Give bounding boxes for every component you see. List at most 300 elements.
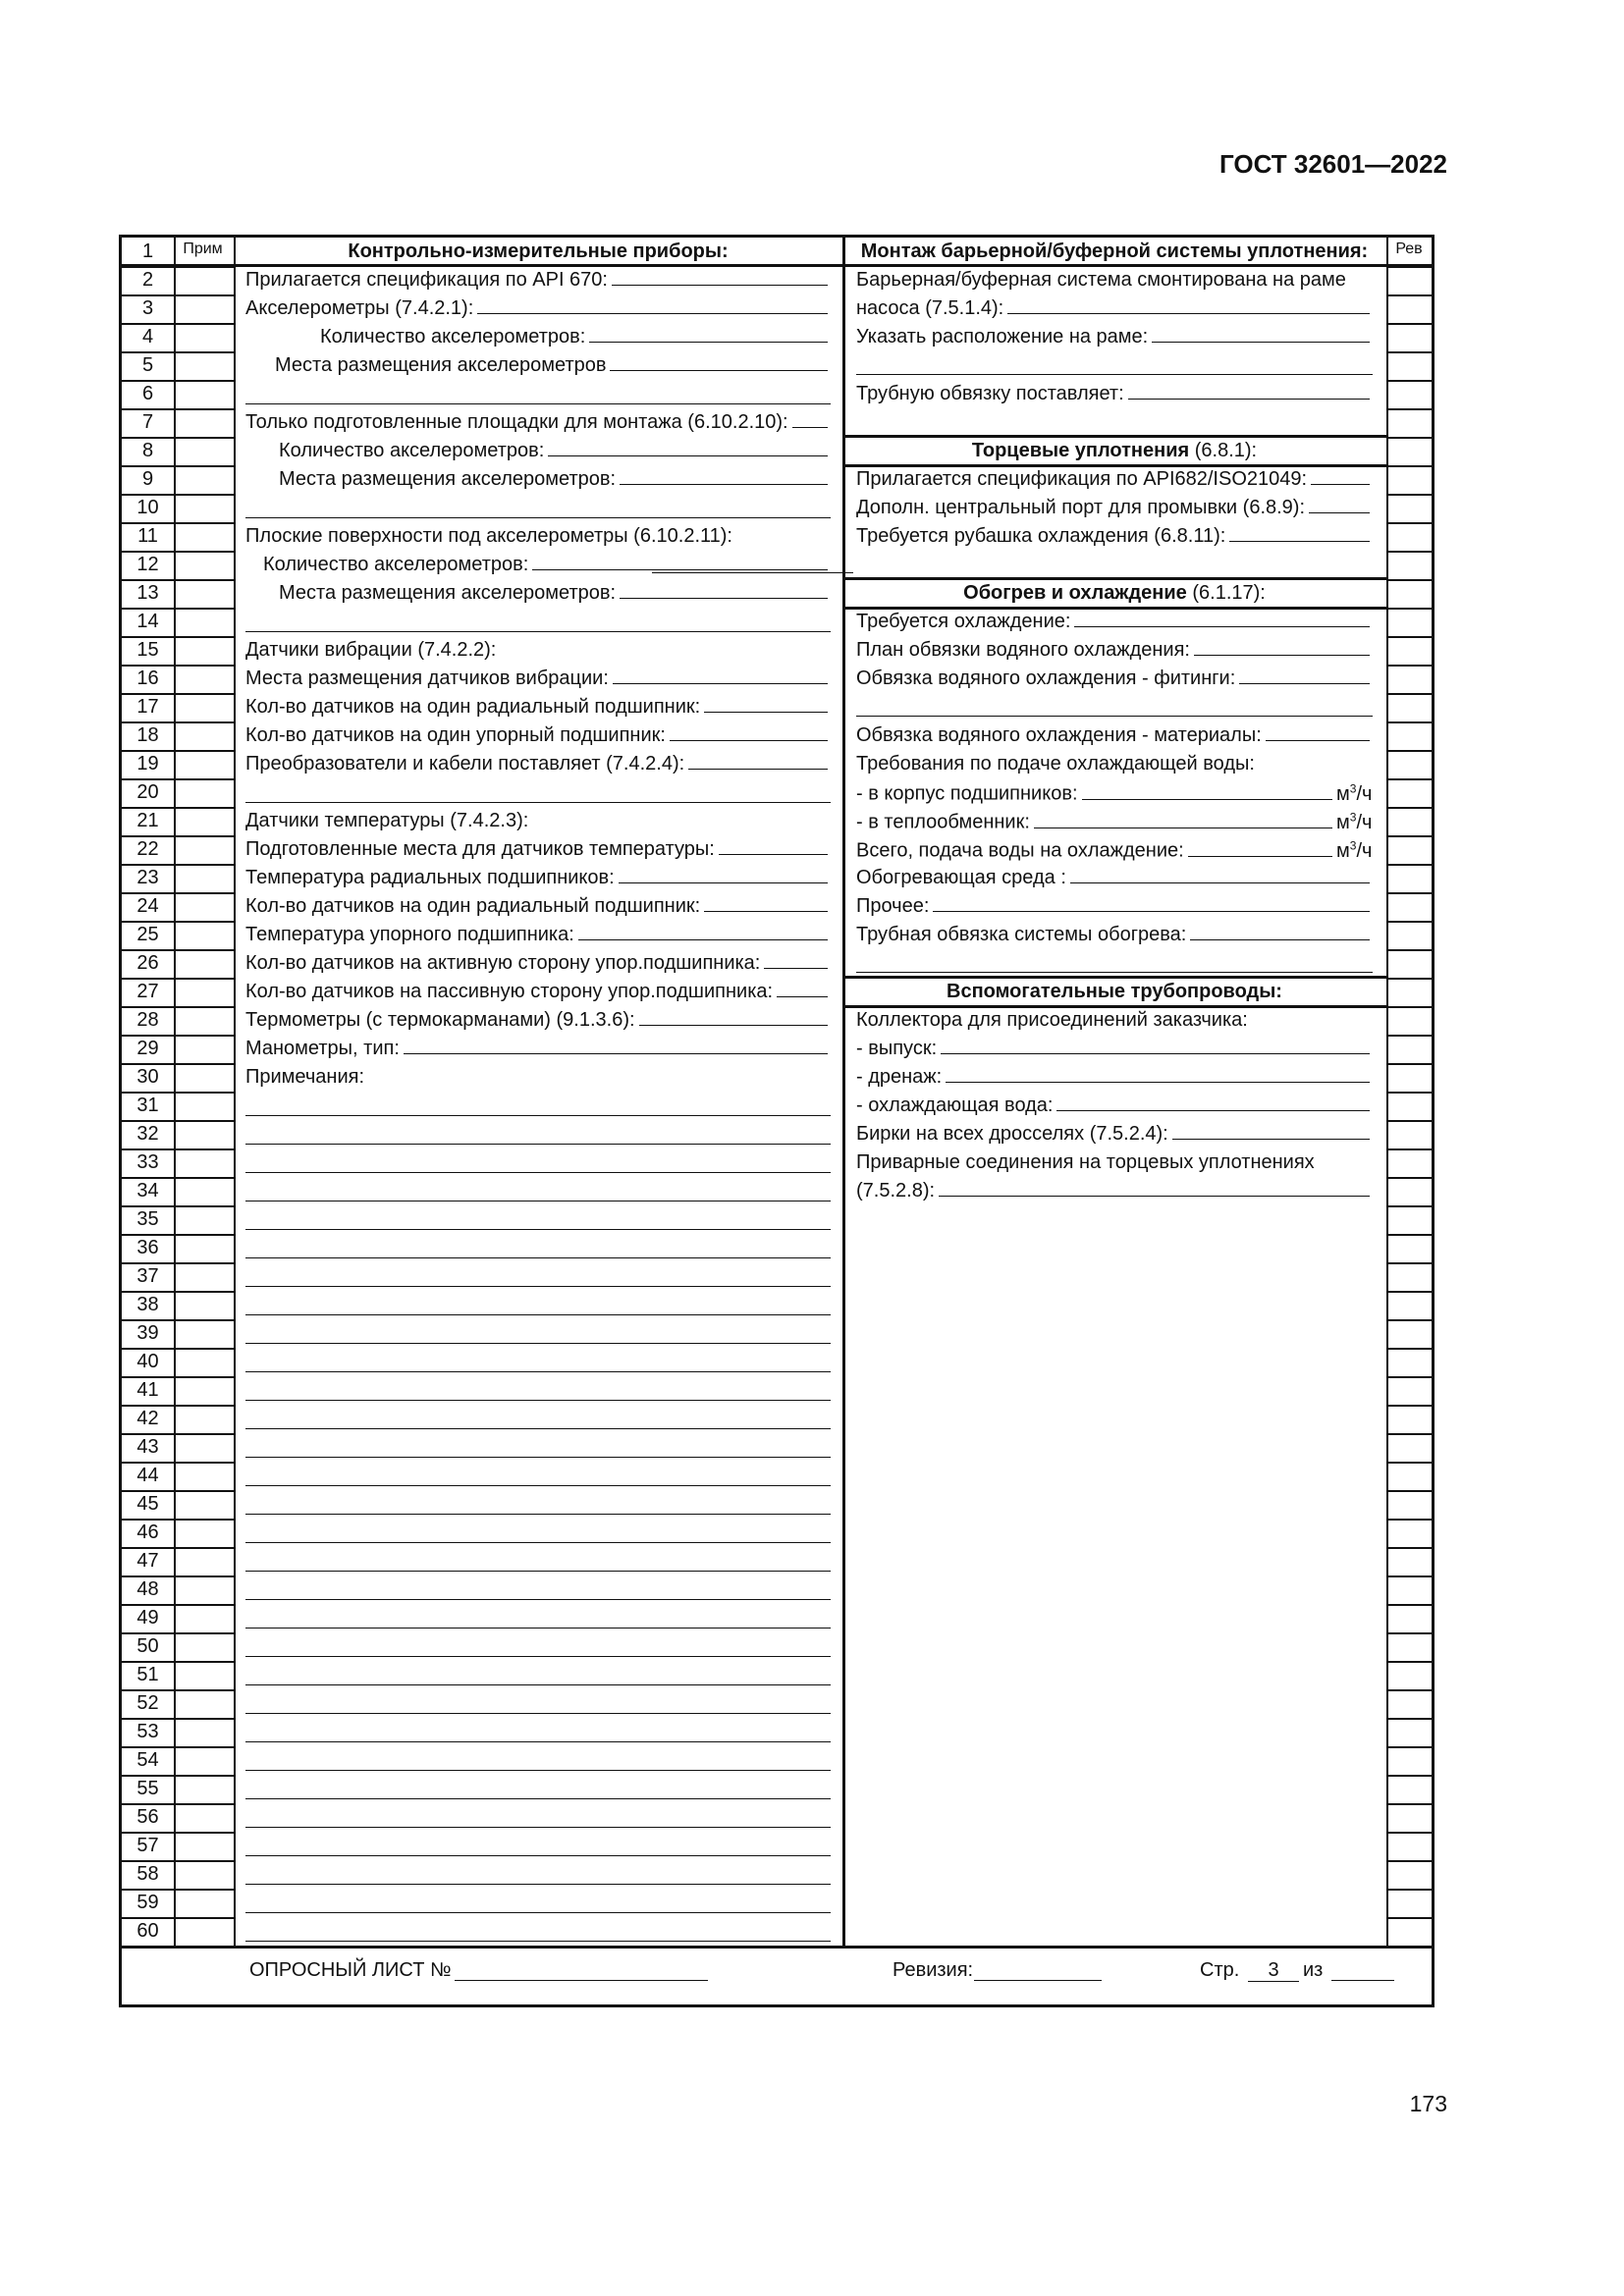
right-field-28 [856, 1009, 1248, 1032]
grid-line [842, 577, 1386, 580]
row-number: 26 [136, 952, 159, 974]
grid-line [122, 1006, 234, 1008]
right-field-25 [856, 924, 1370, 946]
field-label: Преобразователи и кабели поставляет (7.4.2.4): [245, 753, 685, 774]
field-label: Кол-во датчиков на один радиальный подшипник: [245, 696, 701, 718]
grid-line [1386, 1092, 1432, 1094]
right-field-23 [856, 867, 1370, 889]
grid-line [1386, 1803, 1432, 1805]
right-field-16 [856, 667, 1370, 690]
row-number: 15 [136, 639, 159, 661]
grid-line [1386, 693, 1432, 695]
right-field-31 [856, 1095, 1370, 1117]
grid-line [1386, 1063, 1432, 1065]
grid-line [1386, 1519, 1432, 1521]
blank-line[interactable] [245, 1229, 831, 1230]
row-number: 48 [136, 1578, 159, 1600]
right-field-4 [856, 326, 1370, 348]
blank-line[interactable] [245, 1656, 831, 1657]
grid-line [122, 1092, 234, 1094]
fill-blank[interactable] [1190, 926, 1370, 940]
right-field-22 [856, 838, 1372, 863]
field-label: Количество акселерометров: [279, 440, 545, 461]
page-label [1200, 1959, 1239, 1982]
grid-line [122, 1319, 234, 1321]
grid-line [122, 949, 234, 951]
grid-line [122, 1632, 234, 1634]
grid-line [122, 1405, 234, 1407]
revision-label-text: Ревизия: [893, 1959, 974, 1981]
field-label: Трубную обвязку поставляет: [856, 383, 1124, 404]
unit-label [1336, 812, 1372, 833]
field-label: Кол-во датчиков на активную сторону упор.подшипника: [245, 952, 761, 974]
row-number: 10 [136, 497, 159, 518]
left-field-16 [245, 667, 828, 690]
fill-blank[interactable] [946, 1068, 1370, 1083]
grid-line [122, 351, 234, 353]
field-label: Манометры, тип: [245, 1038, 400, 1059]
field-label: Места размещения акселерометров: [279, 582, 617, 604]
blank-line[interactable] [245, 1514, 831, 1515]
unit-label [1336, 783, 1372, 805]
blank-line[interactable] [245, 1172, 831, 1173]
section-ref: (6.8.1): [1194, 440, 1258, 461]
fill-blank[interactable] [1266, 726, 1370, 741]
blank-line[interactable] [245, 631, 831, 632]
right-field-11 [856, 525, 1370, 548]
grid-line [1386, 807, 1432, 809]
field-label: Требования по подаче охлаждающей воды: [856, 753, 1255, 774]
blank-line[interactable] [245, 403, 831, 404]
fill-blank[interactable] [1311, 470, 1370, 485]
grid-line [122, 551, 234, 553]
grid-line [122, 1234, 234, 1236]
blank-line[interactable] [245, 1741, 831, 1742]
field-label: Обогревающая среда : [856, 867, 1066, 888]
blank-line[interactable] [245, 1371, 831, 1372]
row-number: 23 [136, 867, 159, 888]
row-number: 2 [141, 269, 154, 291]
blank-line[interactable] [245, 1684, 831, 1685]
grid-line [122, 1148, 234, 1150]
fill-blank[interactable] [792, 413, 828, 428]
blank-line[interactable] [245, 1713, 831, 1714]
right-field-33 [856, 1151, 1315, 1174]
field-label: - дренаж: [856, 1066, 943, 1088]
page-value: 3 [1268, 1959, 1279, 1981]
field-label: Примечания: [245, 1066, 365, 1088]
grid-line [1386, 1319, 1432, 1321]
grid-line [1386, 1575, 1432, 1577]
fill-blank[interactable] [1309, 499, 1370, 513]
field-label: Требуется рубашка охлаждения (6.8.11): [856, 525, 1226, 547]
grid-line [1386, 1205, 1432, 1207]
field-label: Обвязка водяного охлаждения - фитинги: [856, 667, 1236, 689]
grid-line [122, 807, 234, 809]
grid-line [122, 1832, 234, 1834]
field-label: Прилагается спецификация по API682/ISO21049: [856, 468, 1308, 490]
right-field-20 [856, 781, 1372, 806]
revision-label [893, 1959, 973, 1982]
fill-blank[interactable] [1239, 669, 1370, 684]
grid-line [1386, 1917, 1432, 1919]
fill-blank[interactable] [548, 442, 828, 456]
blank-line[interactable] [245, 1542, 831, 1543]
grid-line [842, 1005, 1386, 1008]
of-label [1303, 1959, 1323, 1982]
fill-blank[interactable] [1056, 1096, 1370, 1111]
grid-line [1386, 949, 1432, 951]
grid-line [122, 1376, 234, 1378]
left-section-title [234, 240, 842, 263]
blank-line[interactable] [245, 1257, 831, 1258]
field-label: - выпуск: [856, 1038, 938, 1059]
grid-line [1386, 579, 1432, 581]
row-number: 33 [136, 1151, 159, 1173]
fill-blank[interactable] [639, 1011, 828, 1026]
questionnaire-table [119, 235, 1435, 2007]
page-value-field[interactable] [1248, 1959, 1299, 1982]
grid-line [122, 465, 234, 467]
left-field-17 [245, 696, 828, 719]
unit-exponent: 3 [1349, 838, 1357, 852]
grid-line [1386, 1746, 1432, 1748]
fill-blank[interactable] [670, 726, 828, 741]
blank-line[interactable] [245, 1628, 831, 1629]
right-field-19 [856, 753, 1255, 775]
right-field-30 [856, 1066, 1370, 1089]
field-label: Акселерометры (7.4.2.1): [245, 297, 474, 319]
blank-line[interactable] [245, 802, 831, 803]
row-number: 49 [136, 1607, 159, 1629]
blank-line[interactable] [974, 1980, 1102, 1981]
fill-blank[interactable] [619, 869, 828, 883]
grid-line [1386, 921, 1432, 923]
grid-line [122, 1946, 1432, 1949]
blank-line[interactable] [245, 517, 831, 518]
grid-line [122, 693, 234, 695]
unit-tail: /ч [1356, 839, 1373, 862]
row-number: 4 [141, 326, 154, 347]
grid-line [1386, 1775, 1432, 1777]
grid-line [122, 835, 234, 837]
grid-line [1386, 1462, 1432, 1464]
blank-line[interactable] [455, 1980, 708, 1981]
grid-line [1386, 1860, 1432, 1862]
field-label: Места размещения акселерометров: [279, 468, 617, 490]
field-label: Прилагается спецификация по API 670: [245, 269, 608, 291]
grid-line [122, 721, 234, 723]
field-label: Только подготовленные площадки для монтажа (6.10.2.10): [245, 411, 788, 433]
grid-line [1386, 1604, 1432, 1606]
grid-line [122, 1661, 234, 1663]
blank-line[interactable] [245, 1912, 831, 1913]
field-label: Бирки на всех дросселях (7.5.2.4): [856, 1123, 1168, 1145]
fill-blank[interactable] [612, 271, 828, 286]
grid-line [1386, 1348, 1432, 1350]
field-label: Количество акселерометров: [320, 326, 586, 347]
grid-line [122, 1718, 234, 1720]
fill-blank[interactable] [1152, 328, 1370, 343]
grid-line [1386, 1262, 1432, 1264]
left-field-8 [279, 440, 828, 462]
right-section-title [842, 240, 1386, 263]
fill-blank[interactable] [1082, 785, 1332, 800]
row-number: 3 [141, 297, 154, 319]
row-number: 38 [136, 1294, 159, 1315]
heating-section-header [842, 582, 1386, 605]
fill-blank[interactable] [941, 1040, 1370, 1054]
field-label: Датчики вибрации (7.4.2.2): [245, 639, 497, 661]
left-field-28 [245, 1009, 828, 1032]
grid-line [842, 976, 1386, 979]
row-number: 41 [136, 1379, 159, 1401]
grid-line [1386, 1376, 1432, 1378]
fill-blank[interactable] [620, 584, 828, 599]
grid-line [1386, 721, 1432, 723]
right-field-10 [856, 497, 1370, 519]
left-field-5 [275, 354, 828, 377]
field-label: Указать расположение на раме: [856, 326, 1149, 347]
left-field-7 [245, 411, 828, 434]
left-field-26 [245, 952, 828, 975]
grid-line [1386, 665, 1432, 667]
grid-line [1386, 294, 1432, 296]
fill-blank[interactable] [1074, 613, 1370, 627]
row-number: 31 [136, 1095, 159, 1116]
fill-blank[interactable] [1034, 814, 1332, 828]
fill-blank[interactable] [613, 669, 828, 684]
right-field-9 [856, 468, 1370, 491]
field-label: Приварные соединения на торцевых уплотнениях [856, 1151, 1315, 1173]
fill-blank[interactable] [1194, 641, 1370, 656]
fill-blank[interactable] [610, 356, 828, 371]
field-label: Барьерная/буферная система смонтирована на раме [856, 269, 1346, 291]
prim-column-header [176, 240, 230, 258]
row-number: 22 [136, 838, 159, 860]
blank-line[interactable] [856, 716, 1373, 717]
grid-line [122, 1433, 234, 1435]
row-number: 46 [136, 1522, 159, 1543]
row-number: 58 [136, 1863, 159, 1885]
blank-line[interactable] [245, 1314, 831, 1315]
grid-line [122, 1775, 234, 1777]
grid-line [122, 1604, 234, 1606]
row-number: 30 [136, 1066, 159, 1088]
left-field-29 [245, 1038, 828, 1060]
grid-line [234, 238, 236, 1946]
blank-line[interactable] [245, 1827, 831, 1828]
row-number: 29 [136, 1038, 159, 1059]
row-number: 54 [136, 1749, 159, 1771]
grid-line [1386, 1177, 1432, 1179]
blank-line[interactable] [245, 1798, 831, 1799]
grid-line [1386, 1689, 1432, 1691]
row-number: 37 [136, 1265, 159, 1287]
row-number: 11 [137, 525, 158, 547]
row-number: 8 [141, 440, 154, 461]
rev-column-header-text: Рев [1395, 240, 1423, 257]
blank-line[interactable] [245, 1428, 831, 1429]
row-number: 50 [136, 1635, 159, 1657]
left-field-4 [320, 326, 828, 348]
row-number: 16 [136, 667, 159, 689]
grid-line [122, 1746, 234, 1748]
seals-section-header [842, 440, 1386, 462]
blank-line[interactable] [856, 972, 1373, 973]
row-number: 60 [136, 1920, 159, 1942]
grid-line [843, 238, 845, 1946]
field-label: План обвязки водяного охлаждения: [856, 639, 1190, 661]
blank-line[interactable] [856, 374, 1373, 375]
fill-blank[interactable] [1172, 1125, 1370, 1140]
blank-line[interactable] [245, 1884, 831, 1885]
section-title: Вспомогательные трубопроводы: [947, 981, 1282, 1002]
grid-line [1386, 1433, 1432, 1435]
left-field-15 [245, 639, 496, 662]
grid-line [122, 264, 1432, 267]
fill-blank[interactable] [939, 1182, 1370, 1197]
row-number: 20 [136, 781, 159, 803]
fill-blank[interactable] [589, 328, 828, 343]
field-label: (7.5.2.8): [856, 1180, 936, 1201]
row-number: 7 [141, 411, 154, 433]
fill-blank[interactable] [1128, 385, 1370, 400]
left-field-27 [245, 981, 828, 1003]
field-label: Плоские поверхности под акселерометры (6.10.2.11): [245, 525, 732, 547]
field-label: Датчики температуры (7.4.2.3): [245, 810, 529, 831]
fill-blank[interactable] [764, 954, 828, 969]
field-label: Всего, подача воды на охлаждение: [856, 839, 1184, 862]
fill-blank[interactable] [578, 926, 828, 940]
fill-blank[interactable] [704, 698, 828, 713]
right-field-32 [856, 1123, 1370, 1146]
grid-line [1386, 494, 1432, 496]
row-number: 51 [136, 1664, 159, 1685]
blank-line[interactable] [245, 1485, 831, 1486]
left-section-title-text: Контрольно-измерительные приборы: [348, 240, 729, 262]
grid-line [1386, 835, 1432, 837]
row-number: 12 [136, 554, 159, 575]
row-number: 18 [136, 724, 159, 746]
grid-line [122, 380, 234, 382]
blank-line[interactable] [245, 1343, 831, 1344]
grid-line [1386, 408, 1432, 410]
fill-blank[interactable] [1070, 869, 1370, 883]
row-number: 52 [136, 1692, 159, 1714]
fill-blank[interactable] [1007, 299, 1370, 314]
blank-line[interactable] [245, 1144, 831, 1145]
grid-line [122, 494, 234, 496]
grid-line [122, 864, 234, 866]
row-number: 24 [136, 895, 159, 917]
blank-line[interactable] [245, 1571, 831, 1572]
grid-line [122, 1689, 234, 1691]
fill-blank[interactable] [704, 897, 828, 912]
blank-line[interactable] [245, 1941, 831, 1942]
grid-line [1386, 1632, 1432, 1634]
blank-line[interactable] [652, 572, 853, 573]
row-number: 40 [136, 1351, 159, 1372]
blank-line[interactable] [1331, 1980, 1394, 1981]
row-number: 42 [136, 1408, 159, 1429]
grid-line [122, 437, 234, 439]
left-field-23 [245, 867, 828, 889]
blank-line[interactable] [245, 1115, 831, 1116]
grid-line [1386, 1832, 1432, 1834]
fill-blank[interactable] [777, 983, 828, 997]
grid-line [1386, 978, 1432, 980]
fill-blank[interactable] [719, 840, 828, 855]
section-title: Обогрев и охлаждение [963, 582, 1187, 604]
fill-blank[interactable] [1229, 527, 1370, 542]
left-field-9 [279, 468, 828, 491]
grid-line [122, 892, 234, 894]
blank-line[interactable] [245, 1855, 831, 1856]
right-field-24 [856, 895, 1370, 918]
grid-line [122, 778, 234, 780]
grid-line [842, 607, 1386, 610]
fill-blank[interactable] [688, 755, 828, 770]
grid-line [122, 1177, 234, 1179]
field-label: Обвязка водяного охлаждения - материалы: [856, 724, 1262, 746]
row-number: 36 [136, 1237, 159, 1258]
row-number: 57 [136, 1835, 159, 1856]
left-field-18 [245, 724, 828, 747]
grid-line [1386, 1547, 1432, 1549]
field-label: Термометры (с термокарманами) (9.1.3.6): [245, 1009, 635, 1031]
fill-blank[interactable] [532, 556, 828, 570]
blank-line[interactable] [245, 1400, 831, 1401]
blank-line[interactable] [245, 1457, 831, 1458]
fill-blank[interactable] [620, 470, 828, 485]
fill-blank[interactable] [1188, 842, 1332, 857]
grid-line [1386, 608, 1432, 610]
fill-blank[interactable] [933, 897, 1370, 912]
field-label: - в теплообменник: [856, 811, 1030, 833]
grid-line [122, 1291, 234, 1293]
section-title: Торцевые уплотнения [971, 440, 1190, 461]
fill-blank[interactable] [477, 299, 828, 314]
blank-line[interactable] [245, 1599, 831, 1600]
rev-column-header [1388, 240, 1430, 258]
field-label: Температура радиальных подшипников: [245, 867, 615, 888]
fill-blank[interactable] [404, 1040, 828, 1054]
grid-line [122, 1575, 234, 1577]
grid-line [122, 1262, 234, 1264]
field-label: Кол-во датчиков на пассивную сторону упор.подшипника: [245, 981, 774, 1002]
field-label: - охлаждающая вода: [856, 1095, 1054, 1116]
grid-line [122, 579, 234, 581]
left-field-19 [245, 753, 828, 775]
grid-line [122, 294, 234, 296]
grid-line [1386, 1490, 1432, 1492]
blank-line[interactable] [245, 1770, 831, 1771]
field-label: Количество акселерометров: [263, 554, 529, 575]
unit-base: м [1336, 839, 1350, 862]
grid-line [122, 323, 234, 325]
grid-line [122, 1917, 234, 1919]
right-field-15 [856, 639, 1370, 662]
field-label: Кол-во датчиков на один упорный подшипник: [245, 724, 666, 746]
row-number: 19 [136, 753, 159, 774]
left-field-22 [245, 838, 828, 861]
grid-line [1386, 1148, 1432, 1150]
grid-line [1386, 778, 1432, 780]
right-section-title-text: Монтаж барьерной/буферной системы уплотнения: [860, 240, 1369, 262]
blank-line[interactable] [245, 1286, 831, 1287]
row-number: 13 [136, 582, 159, 604]
